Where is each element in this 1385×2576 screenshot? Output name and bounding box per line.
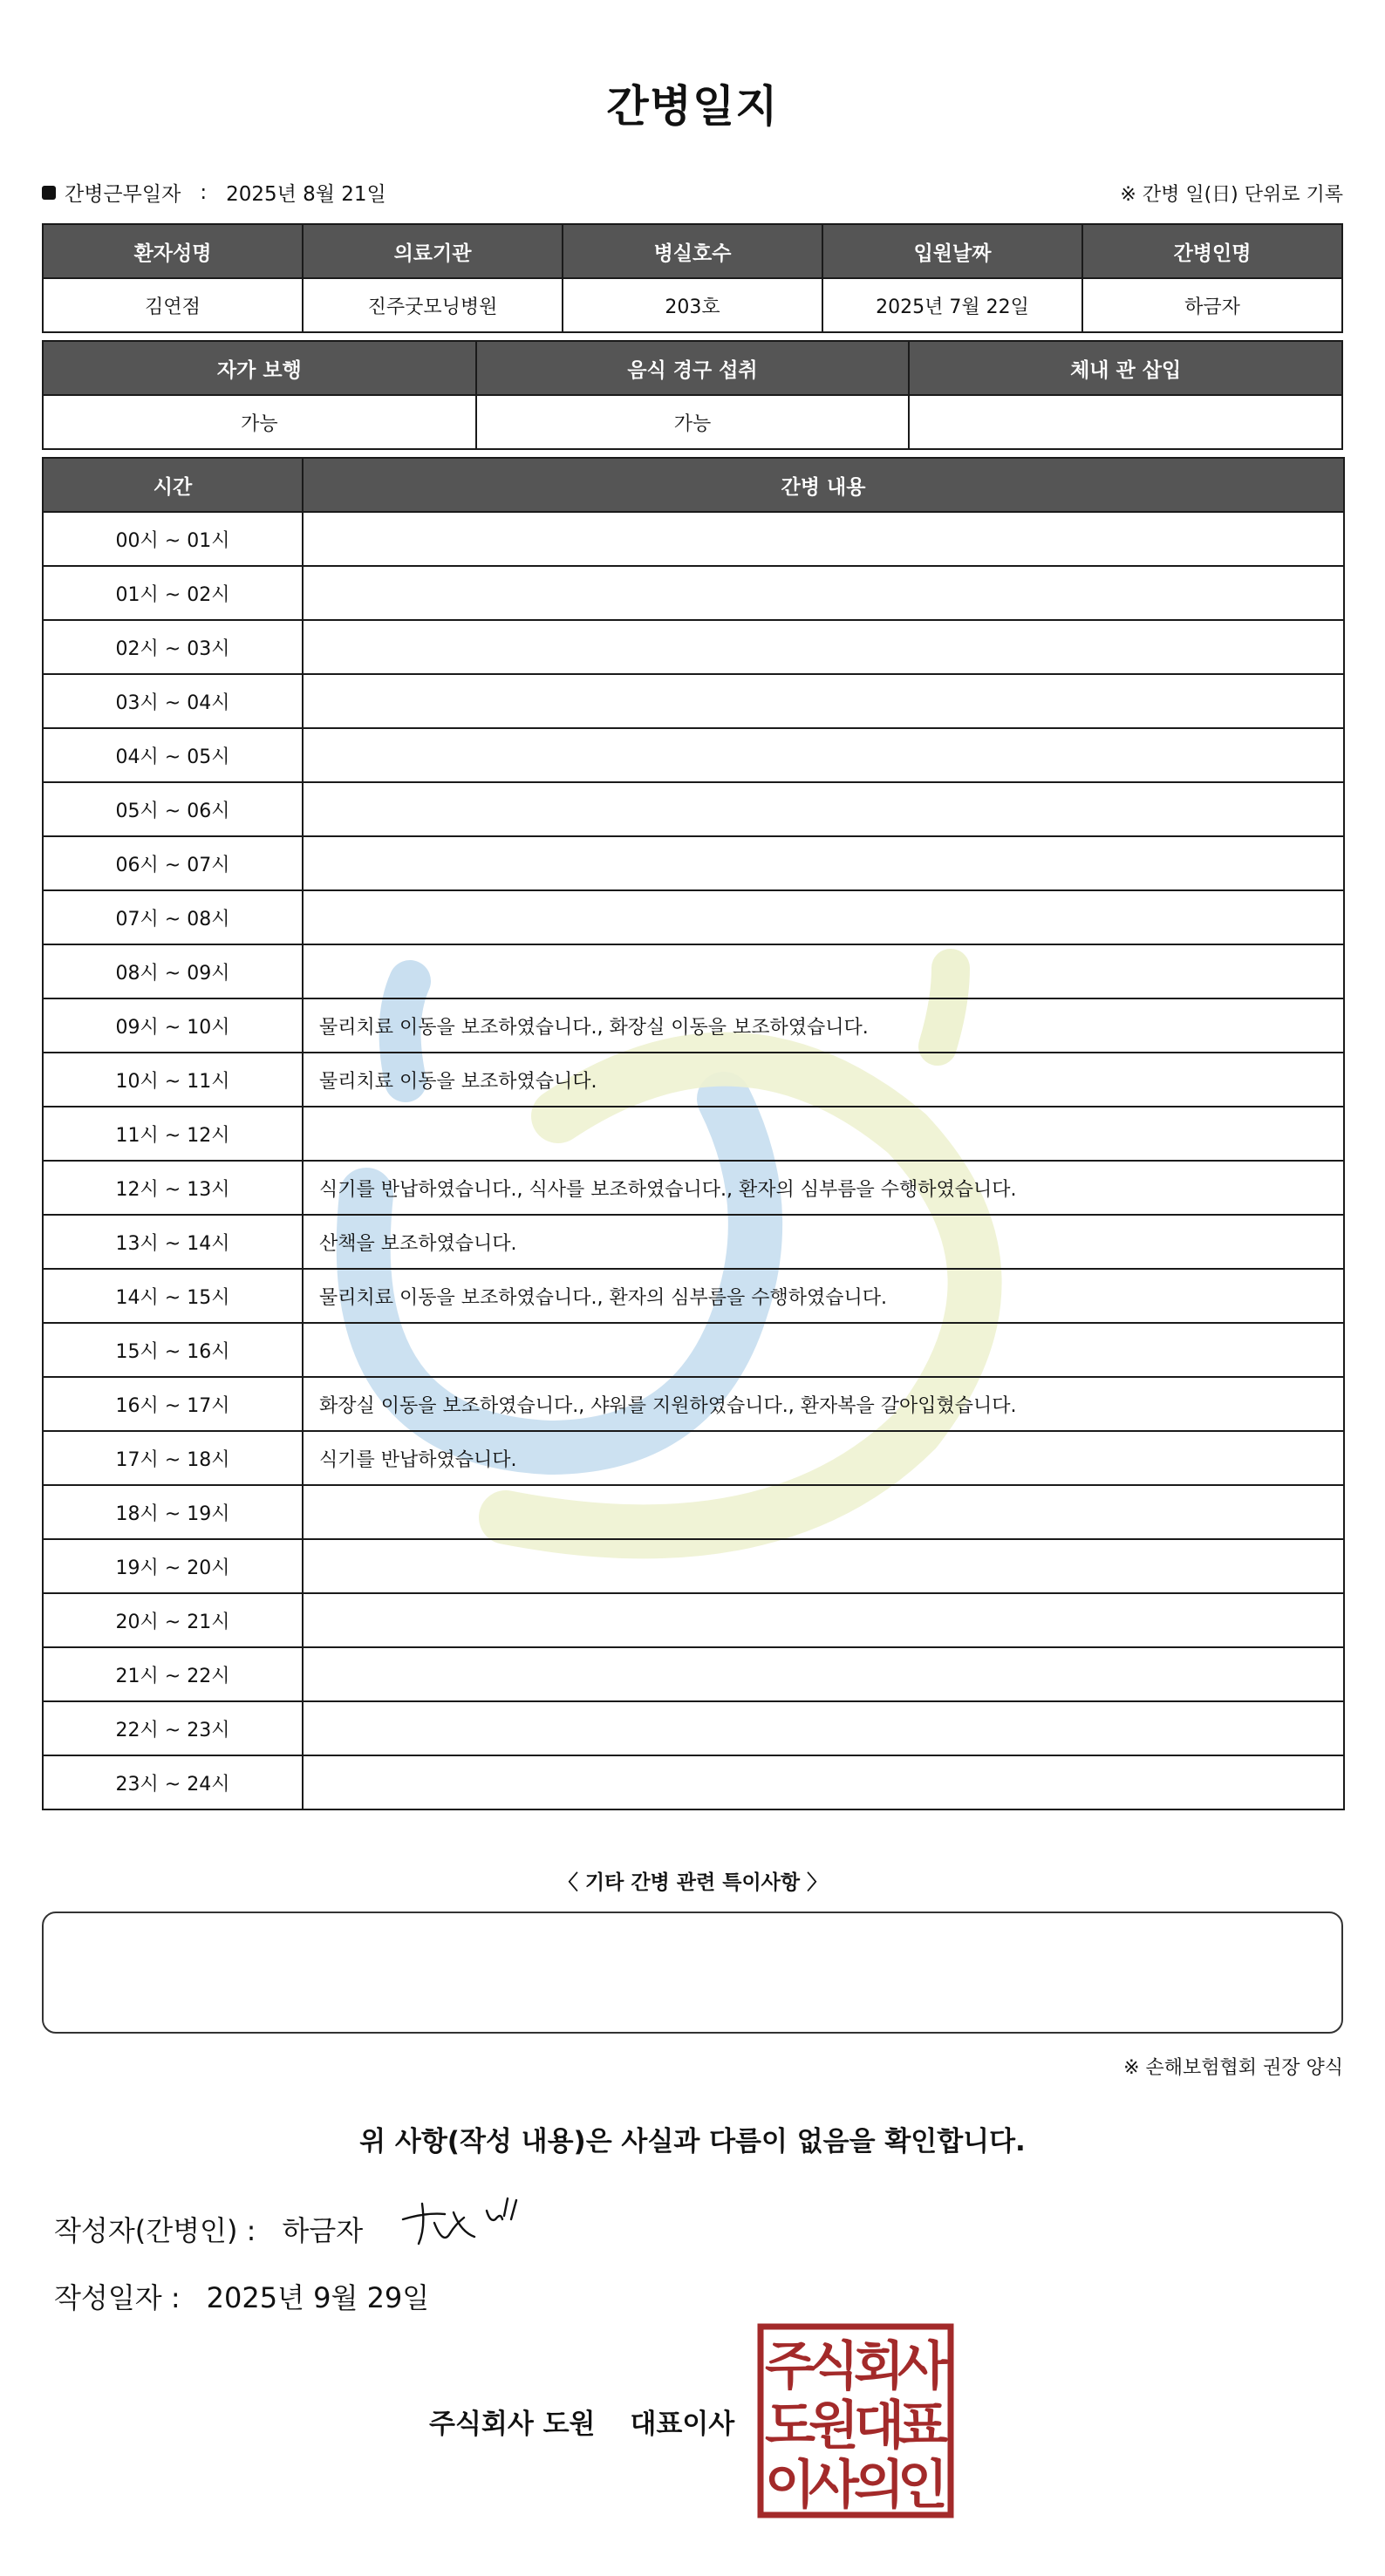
care-log-content — [303, 512, 1344, 566]
header-time: 시간 — [43, 458, 303, 512]
care-log-row — [43, 1485, 1344, 1539]
care-log-content — [303, 1107, 1344, 1161]
care-log-content — [303, 566, 1344, 620]
care-log-time: 15시 ~ 16시 — [43, 1323, 303, 1377]
care-log-time: 16시 ~ 17시 — [43, 1377, 303, 1431]
care-log-content — [303, 944, 1344, 998]
care-log-content: 물리치료 이동을 보조하였습니다. — [303, 1053, 1344, 1107]
care-log-table — [42, 457, 1345, 1810]
care-log-row — [43, 512, 1344, 566]
care-log-time: 11시 ~ 12시 — [43, 1107, 303, 1161]
patient-info-table — [42, 223, 1343, 333]
care-log-row — [43, 998, 1344, 1053]
care-log-content — [303, 890, 1344, 944]
care-log-row — [43, 1647, 1344, 1701]
notes-heading: 〈 기타 간병 관련 특이사항 〉 — [557, 1871, 828, 1894]
confirmation-statement: 위 사항(작성 내용)은 사실과 다름이 없음을 확인합니다. — [359, 2126, 1026, 2157]
oral-intake-value: 가능 — [476, 395, 910, 449]
care-log-content: 물리치료 이동을 보조하였습니다., 환자의 심부름을 수행하였습니다. — [303, 1269, 1344, 1323]
care-log-time: 22시 ~ 23시 — [43, 1701, 303, 1755]
header-room: 병실호수 — [563, 224, 822, 278]
company-line — [429, 2402, 734, 2441]
author-name: 하금자 — [282, 2214, 364, 2247]
care-log-row — [43, 782, 1344, 836]
care-log-time: 21시 ~ 22시 — [43, 1647, 303, 1701]
svg-text:이: 이 — [765, 2455, 815, 2516]
care-log-row — [43, 1593, 1344, 1647]
care-log-content — [303, 1323, 1344, 1377]
care-log-content: 식기를 반납하였습니다., 식사를 보조하였습니다., 환자의 심부름을 수행하였습니다. — [303, 1161, 1344, 1215]
document-title: 간병일지 — [606, 81, 779, 132]
care-log-row — [43, 836, 1344, 890]
care-log-row — [43, 620, 1344, 674]
caregiver-name: 하금자 — [1082, 278, 1342, 332]
care-log-time: 17시 ~ 18시 — [43, 1431, 303, 1485]
author-label: 작성자(간병인) : — [54, 2214, 256, 2247]
care-log-time: 14시 ~ 15시 — [43, 1269, 303, 1323]
care-log-time: 06시 ~ 07시 — [43, 836, 303, 890]
care-log-time: 00시 ~ 01시 — [43, 512, 303, 566]
care-log-time: 04시 ~ 05시 — [43, 728, 303, 782]
care-log-content — [303, 1647, 1344, 1701]
svg-text:사: 사 — [897, 2336, 948, 2397]
care-log-content — [303, 620, 1344, 674]
care-log-row — [43, 1431, 1344, 1485]
svg-text:식: 식 — [808, 2336, 859, 2397]
care-log-time: 09시 ~ 10시 — [43, 998, 303, 1053]
header-caregiver: 간병인명 — [1082, 224, 1342, 278]
header-oral-intake: 음식 경구 섭취 — [476, 341, 910, 395]
svg-text:인: 인 — [897, 2455, 948, 2516]
svg-text:사: 사 — [808, 2455, 859, 2516]
room-number: 203호 — [563, 278, 822, 332]
care-log-content: 화장실 이동을 보조하였습니다., 샤워를 지원하였습니다., 환자복을 갈아입혔습니다. — [303, 1377, 1344, 1431]
care-log-content: 산책을 보조하였습니다. — [303, 1215, 1344, 1269]
care-log-content — [303, 782, 1344, 836]
care-log-row — [43, 674, 1344, 728]
care-log-time: 07시 ~ 08시 — [43, 890, 303, 944]
care-log-content — [303, 1485, 1344, 1539]
svg-text:대: 대 — [854, 2395, 904, 2457]
header-tube-insertion: 체내 관 삽입 — [909, 341, 1342, 395]
svg-text:회: 회 — [854, 2336, 904, 2397]
special-notes-box — [42, 1912, 1343, 2034]
work-date-row — [42, 178, 1343, 209]
svg-text:의: 의 — [854, 2455, 904, 2516]
care-log-body — [43, 512, 1344, 1809]
care-log-time: 23시 ~ 24시 — [43, 1755, 303, 1809]
care-log-time: 05시 ~ 06시 — [43, 782, 303, 836]
written-date-line — [54, 2276, 429, 2316]
care-log-time: 20시 ~ 21시 — [43, 1593, 303, 1647]
work-date-value: 2025년 8월 21일 — [226, 183, 386, 206]
work-date-label: 간병근무일자 — [65, 183, 181, 206]
institution: 진주굿모닝병원 — [303, 278, 563, 332]
care-log-row — [43, 1701, 1344, 1755]
care-log-time: 13시 ~ 14시 — [43, 1215, 303, 1269]
header-self-walking: 자가 보행 — [43, 341, 476, 395]
care-log-content: 식기를 반납하였습니다. — [303, 1431, 1344, 1485]
care-log-row — [43, 566, 1344, 620]
care-log-content — [303, 1755, 1344, 1809]
company-name: 주식회사 도원 — [429, 2409, 596, 2440]
company-seal-stamp-icon — [757, 2323, 954, 2518]
form-source-note: ※ 손해보험협회 권장 양식 — [1123, 2057, 1343, 2079]
author-line — [54, 2209, 363, 2249]
self-walking-value: 가능 — [43, 395, 476, 449]
svg-text:원: 원 — [808, 2395, 859, 2457]
care-log-time: 19시 ~ 20시 — [43, 1539, 303, 1593]
care-log-row — [43, 1539, 1344, 1593]
representative-title: 대표이사 — [630, 2409, 735, 2440]
care-log-content — [303, 1539, 1344, 1593]
patient-name: 김연점 — [43, 278, 303, 332]
care-log-row — [43, 1755, 1344, 1809]
care-log-row — [43, 890, 1344, 944]
written-date-value: 2025년 9월 29일 — [206, 2281, 430, 2314]
patient-status-table — [42, 340, 1343, 450]
care-log-time: 10시 ~ 11시 — [43, 1053, 303, 1107]
care-log-content — [303, 836, 1344, 890]
unit-note: ※ 간병 일(日) 단위로 기록 — [1120, 184, 1343, 206]
care-log-row — [43, 1323, 1344, 1377]
care-log-content — [303, 728, 1344, 782]
care-log-content — [303, 1593, 1344, 1647]
work-date-separator: : — [200, 181, 208, 204]
svg-text:도: 도 — [765, 2395, 815, 2457]
square-bullet-icon — [42, 186, 56, 200]
admission-date: 2025년 7월 22일 — [822, 278, 1082, 332]
care-log-time: 08시 ~ 09시 — [43, 944, 303, 998]
care-log-row — [43, 728, 1344, 782]
care-log-row — [43, 1053, 1344, 1107]
care-log-row — [43, 1269, 1344, 1323]
care-log-time: 18시 ~ 19시 — [43, 1485, 303, 1539]
svg-text:표: 표 — [897, 2395, 948, 2457]
tube-insertion-value — [909, 395, 1342, 449]
care-log-content — [303, 674, 1344, 728]
care-log-time: 03시 ~ 04시 — [43, 674, 303, 728]
care-log-row — [43, 1215, 1344, 1269]
care-log-row — [43, 1161, 1344, 1215]
handwritten-signature-icon — [399, 2193, 539, 2254]
svg-text:주: 주 — [765, 2336, 815, 2397]
care-log-content: 물리치료 이동을 보조하였습니다., 화장실 이동을 보조하였습니다. — [303, 998, 1344, 1053]
header-institution: 의료기관 — [303, 224, 563, 278]
care-log-content — [303, 1701, 1344, 1755]
care-log-row — [43, 1107, 1344, 1161]
care-log-time: 01시 ~ 02시 — [43, 566, 303, 620]
header-care-content: 간병 내용 — [303, 458, 1344, 512]
header-admission-date: 입원날짜 — [822, 224, 1082, 278]
care-log-time: 12시 ~ 13시 — [43, 1161, 303, 1215]
care-log-time: 02시 ~ 03시 — [43, 620, 303, 674]
written-date-label: 작성일자 : — [54, 2281, 181, 2314]
header-patient-name: 환자성명 — [43, 224, 303, 278]
care-log-row — [43, 1377, 1344, 1431]
care-log-row — [43, 944, 1344, 998]
